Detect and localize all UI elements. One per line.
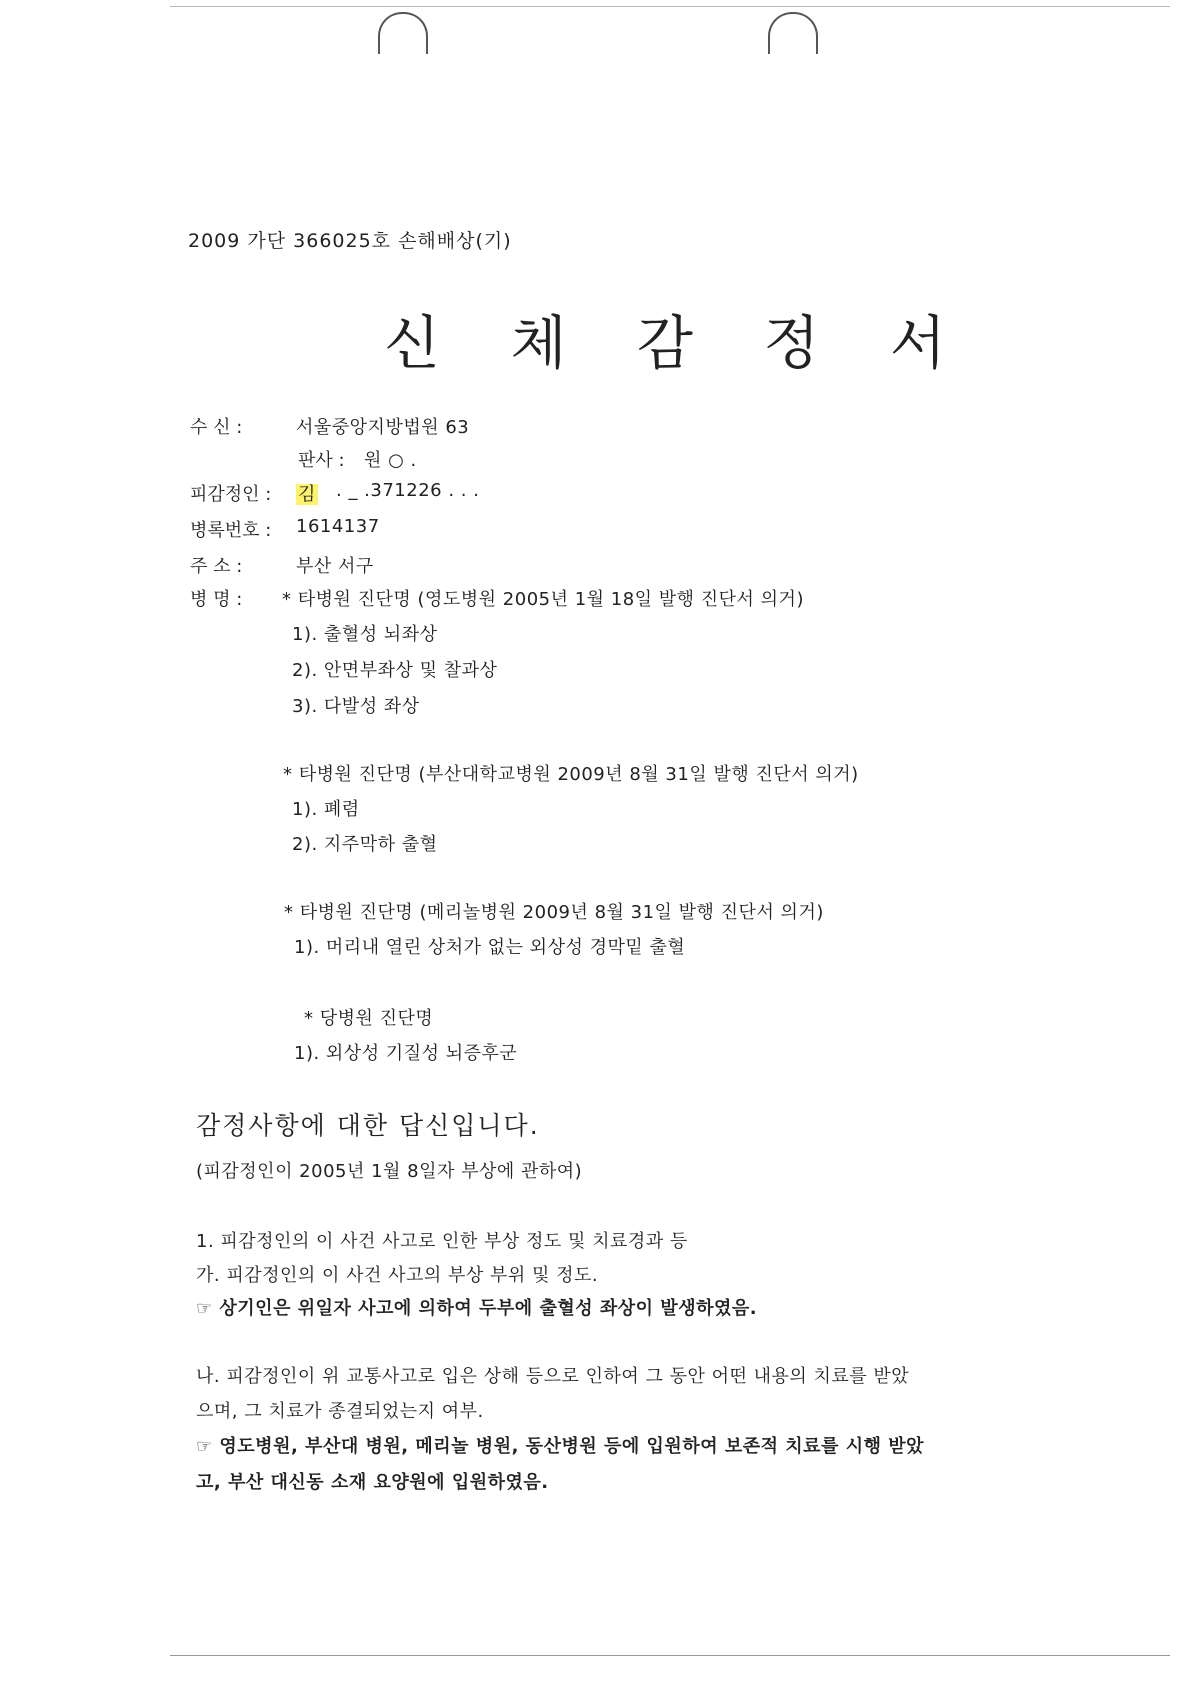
diagnosis-header: * 당병원 진단명 <box>304 1008 434 1029</box>
diagnosis-item: 1). 폐렴 <box>292 799 360 820</box>
record-label: 병록번호 : <box>190 520 272 541</box>
recipient-value: 서울중앙지방법원 63 <box>296 417 470 438</box>
answer-1a: ☞ 상기인은 위일자 사고에 의하여 두부에 출혈성 좌상이 발생하였음. <box>196 1298 758 1319</box>
case-number: 2009 가단 366025호 손해배상(기) <box>188 230 512 252</box>
subject-id: . _ .371226 . . . <box>336 480 480 501</box>
address-label: 주 소 : <box>190 556 243 577</box>
judge-value: 원 ○ . <box>364 450 417 471</box>
answer-1b-line2: 고, 부산 대신동 소재 요양원에 입원하였음. <box>196 1472 549 1493</box>
answer-1b-line1: ☞ 영도병원, 부산대 병원, 메리놀 병원, 동산병원 등에 입원하여 보존적 치료를 시행 받았 <box>196 1436 925 1457</box>
diagnosis-item: 2). 안면부좌상 및 찰과상 <box>292 660 498 681</box>
question-1b-line2: 으며, 그 치료가 종결되었는지 여부. <box>196 1401 484 1422</box>
address-value: 부산 서구 <box>296 556 374 577</box>
subject-label: 피감정인 : <box>190 484 272 505</box>
top-edge-line <box>170 6 1170 7</box>
diagnosis-item: 2). 지주막하 출혈 <box>292 834 438 855</box>
bottom-edge-line <box>170 1655 1170 1656</box>
diagnosis-item: 1). 출혈성 뇌좌상 <box>292 624 438 645</box>
diagnosis-item: 1). 외상성 기질성 뇌증후군 <box>294 1043 518 1064</box>
answer-section-title: 감정사항에 대한 답신입니다. <box>196 1111 540 1140</box>
diagnosis-header: * 타병원 진단명 (메리놀병원 2009년 8월 31일 발행 진단서 의거) <box>284 902 824 923</box>
diagnosis-header: * 타병원 진단명 (부산대학교병원 2009년 8월 31일 발행 진단서 의거) <box>283 764 859 785</box>
document-title: 신 체 감 정 서 <box>384 309 972 377</box>
diagnosis-header: * 타병원 진단명 (영도병원 2005년 1월 18일 발행 진단서 의거) <box>282 589 804 610</box>
judge-label: 판사 : <box>298 450 345 471</box>
diagnosis-item: 1). 머리내 열린 상처가 없는 외상성 경막밑 출혈 <box>294 937 686 958</box>
subject-name-text: 김 <box>298 484 316 505</box>
punch-hole-left <box>378 12 428 54</box>
answer-subtitle: (피감정인이 2005년 1월 8일자 부상에 관하여) <box>196 1161 583 1182</box>
question-1: 1. 피감정인의 이 사건 사고로 인한 부상 정도 및 치료경과 등 <box>196 1231 688 1252</box>
diagnosis-label: 병 명 : <box>190 589 243 610</box>
question-1b-line1: 나. 피감정인이 위 교통사고로 입은 상해 등으로 인하여 그 동안 어떤 내용의 치료를 받았 <box>196 1366 910 1387</box>
subject-name <box>296 480 318 506</box>
question-1a: 가. 피감정인의 이 사건 사고의 부상 부위 및 정도. <box>196 1265 599 1286</box>
punch-hole-right <box>768 12 818 54</box>
recipient-label: 수 신 : <box>190 417 243 438</box>
record-value: 1614137 <box>296 516 380 537</box>
diagnosis-item: 3). 다발성 좌상 <box>292 696 420 717</box>
